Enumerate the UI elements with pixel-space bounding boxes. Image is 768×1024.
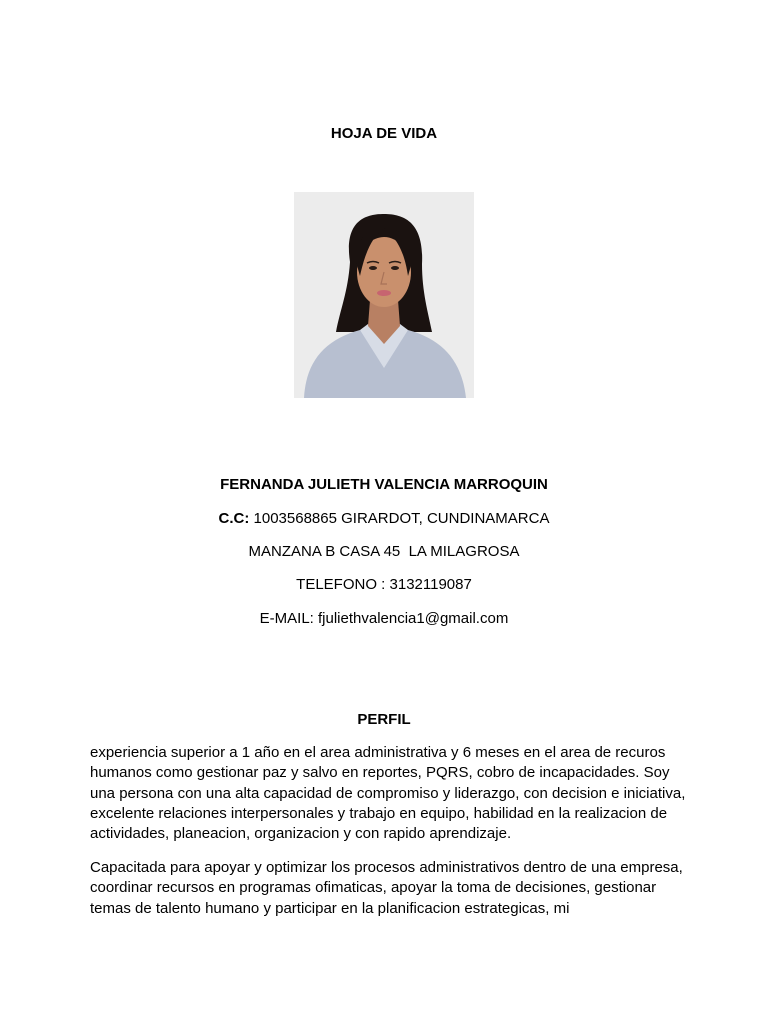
id-line [0, 510, 768, 527]
profile-paragraph: Capacitada para apoyar y optimizar los procesos administrativos dentro de una empresa, coordinar recursos en programas ofimaticas, apoyar la toma de decisiones, gestionar temas de talento humano y participar en la planificacion estrategicas, mi [90, 859, 683, 917]
profile-photo [294, 192, 474, 398]
phone: TELEFONO : 3132119087 [296, 576, 472, 593]
profile-paragraph: experiencia superior a 1 año en el area administrativa y 6 meses en el area de recuros humanos como gestionar paz y salvo en reportes, PQRS, cobro de incapacidades. Soy una persona con una alta capacidad de compromiso y liderazgo, con decision e iniciativa, excelente relaciones interpersonales y trabajo en equipo, habilidad en la realizacion de actividades, planeacion, organizacion y con rapido aprendizaje. [90, 744, 686, 843]
document-title: HOJA DE VIDA [330, 125, 438, 142]
full-name: FERNANDA JULIETH VALENCIA MARROQUIN [220, 476, 548, 493]
profile-section-title: PERFIL [357, 711, 411, 728]
id-label: C.C: [218, 510, 250, 527]
email: E-MAIL: fjuliethvalencia1@gmail.com [259, 610, 509, 627]
id-value: 1003568865 GIRARDOT, CUNDINAMARCA [249, 510, 550, 527]
address: MANZANA B CASA 45 LA MILAGROSA [248, 543, 520, 560]
